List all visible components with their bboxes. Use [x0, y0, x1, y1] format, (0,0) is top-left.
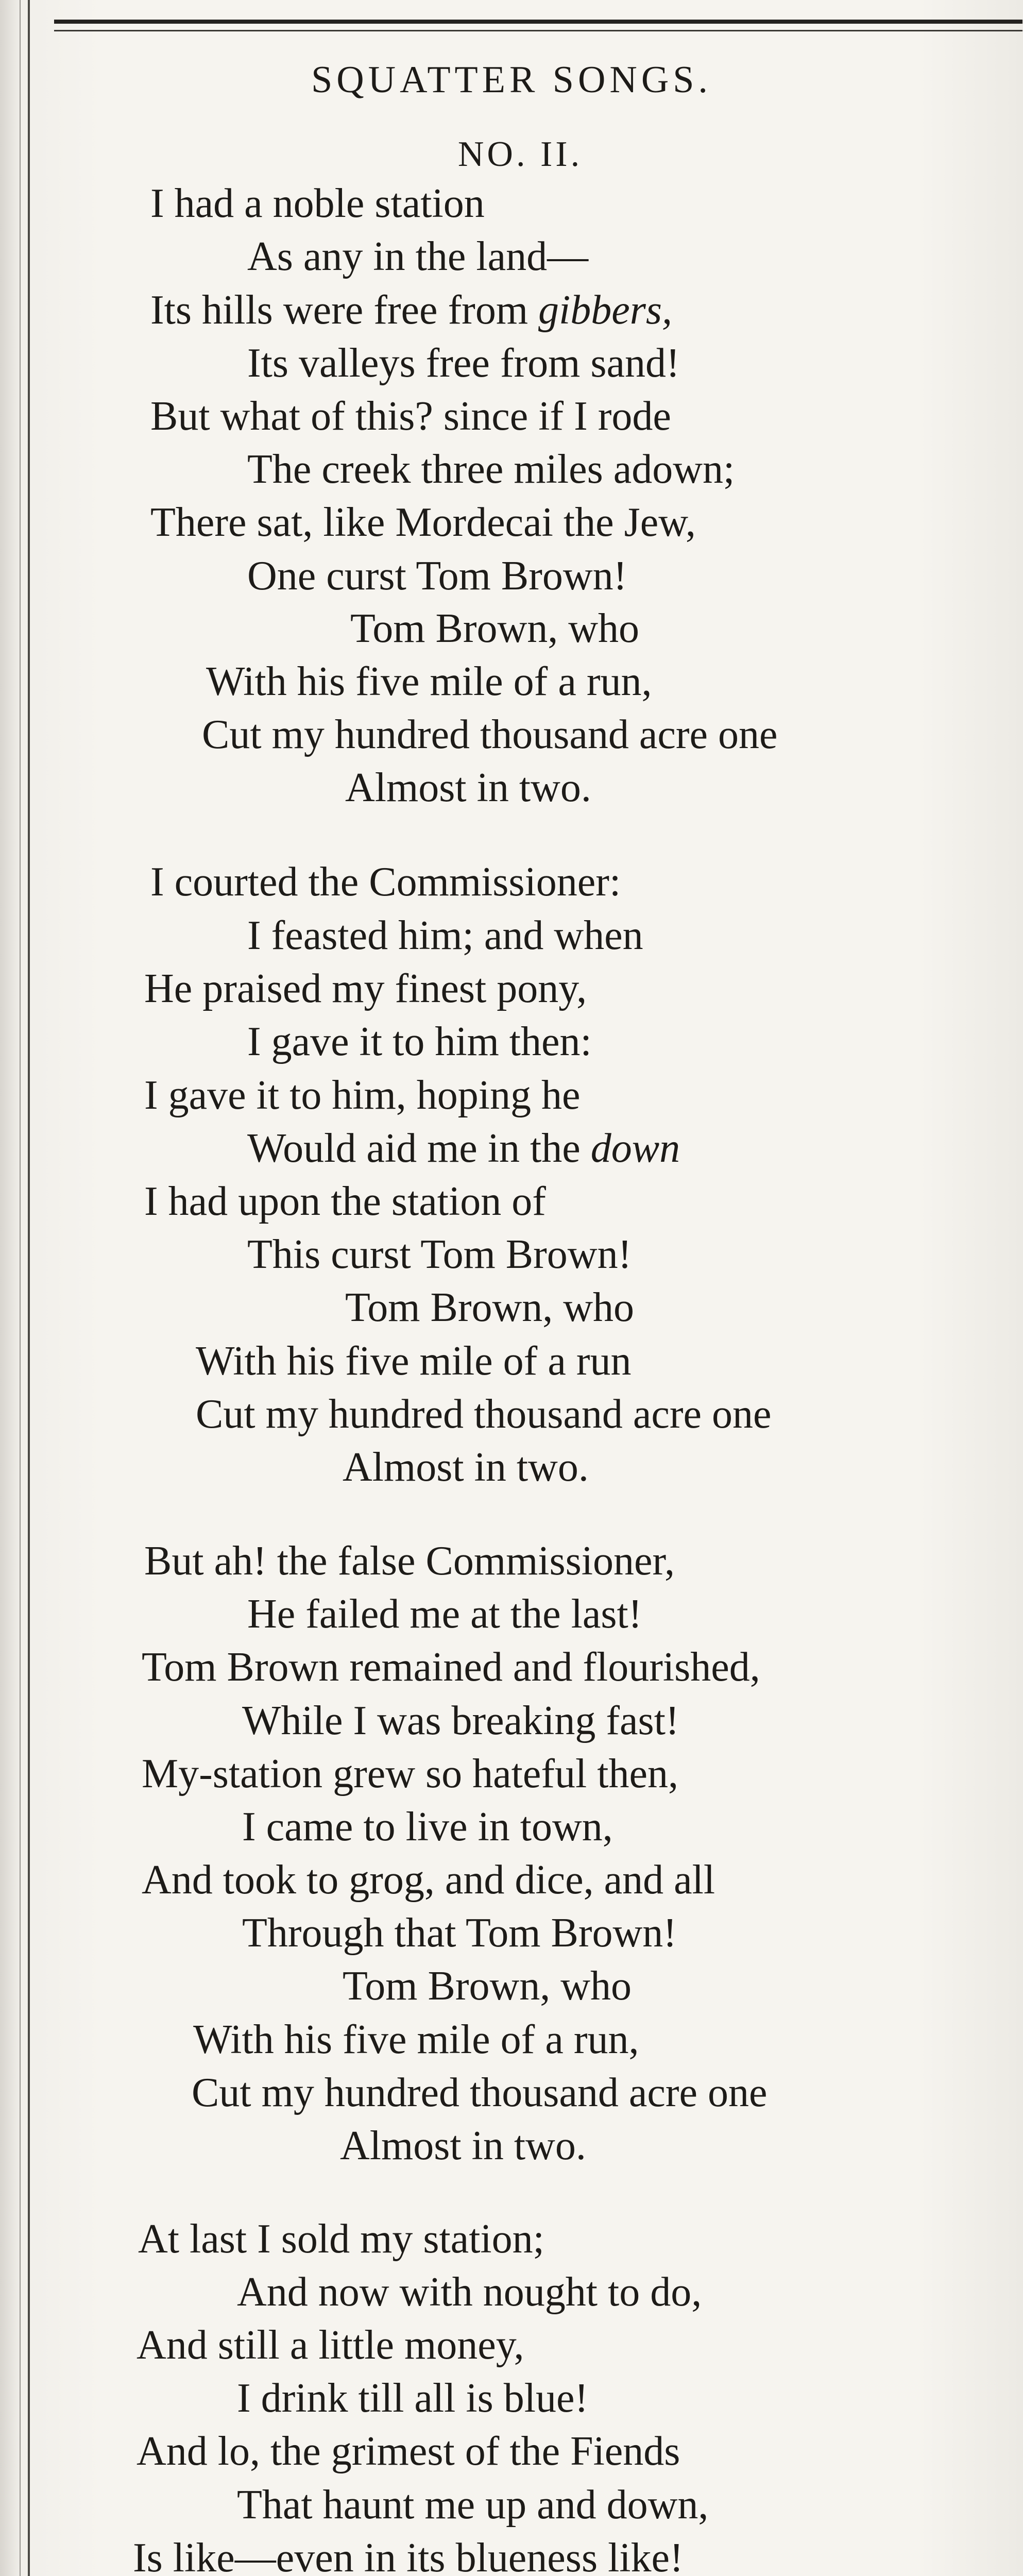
poem-line: With his five mile of a run — [196, 1338, 632, 1384]
poem-number: NO. II. — [457, 134, 583, 174]
poem-line: One curst Tom Brown! — [247, 553, 627, 599]
poem-line: My-station grew so hateful then, — [142, 1751, 678, 1797]
poem-line: I feasted him; and when — [247, 913, 643, 958]
header-rule-thin — [54, 30, 1022, 31]
poem-line: Tom Brown, who — [345, 1285, 635, 1330]
poem-line: I courted the Commissioner: — [150, 859, 621, 905]
italic-word: gibbers, — [538, 287, 673, 333]
poem-line: With his five mile of a run, — [193, 2017, 639, 2062]
poem-line: I drink till all is blue! — [237, 2376, 589, 2421]
poem-line: He praised my finest pony, — [144, 966, 587, 1011]
poem-line: Through that Tom Brown! — [242, 1910, 677, 1956]
poem-line: Tom Brown remained and flourished, — [142, 1645, 760, 1690]
poem-line: Is like—even in its blueness like! — [133, 2535, 684, 2576]
column-rule — [28, 0, 30, 2576]
column-rule-outer — [20, 0, 21, 2576]
poem-line: He failed me at the last! — [247, 1591, 642, 1637]
poem-line: This curst Tom Brown! — [247, 1232, 632, 1277]
poem-line: The creek three miles adown; — [247, 447, 735, 492]
poem-line: I gave it to him then: — [247, 1019, 592, 1064]
poem-line: But what of this? since if I rode — [150, 394, 671, 439]
poem-line: I gave it to him, hoping he — [144, 1073, 581, 1118]
poem-line: Its valleys free from sand! — [247, 341, 680, 386]
poem-line: Almost in two. — [345, 765, 591, 810]
poem-line: But ah! the false Commissioner, — [144, 1538, 675, 1584]
italic-word: down — [590, 1126, 680, 1171]
poem-line: Almost in two. — [343, 1445, 589, 1490]
poem-line: Would aid me in the down — [247, 1126, 680, 1171]
poem-line: Almost in two. — [340, 2123, 586, 2168]
poem-line: I had upon the station of — [144, 1179, 546, 1224]
poem-line: As any in the land— — [247, 234, 589, 279]
poem-line: Cut my hundred thousand acre one — [192, 2070, 768, 2115]
poem-line: With his five mile of a run, — [206, 659, 652, 704]
poem-line: There sat, like Mordecai the Jew, — [150, 500, 696, 545]
poem-line: And took to grog, and dice, and all — [142, 1857, 715, 1903]
header-rule — [54, 20, 1022, 24]
poem-line: And lo, the grimest of the Fiends — [137, 2429, 680, 2474]
poem-line: That haunt me up and down, — [237, 2482, 709, 2528]
poem-line: At last I sold my station; — [138, 2216, 544, 2262]
poem-line: Tom Brown, who — [350, 606, 640, 651]
poem-line: Cut my hundred thousand acre one — [202, 712, 778, 757]
poem-line: I had a noble station — [150, 181, 485, 226]
poem-line: And still a little money, — [137, 2323, 524, 2368]
poem-line: I came to live in town, — [242, 1804, 613, 1850]
poem-line: Its hills were free from gibbers, — [150, 287, 673, 333]
poem-line: Cut my hundred thousand acre one — [196, 1392, 772, 1437]
poem-line: And now with nought to do, — [237, 2269, 702, 2315]
poem-line: While I was breaking fast! — [242, 1698, 679, 1743]
poem-title: SQUATTER SONGS. — [311, 59, 712, 101]
poem-line: Tom Brown, who — [343, 1963, 632, 2009]
